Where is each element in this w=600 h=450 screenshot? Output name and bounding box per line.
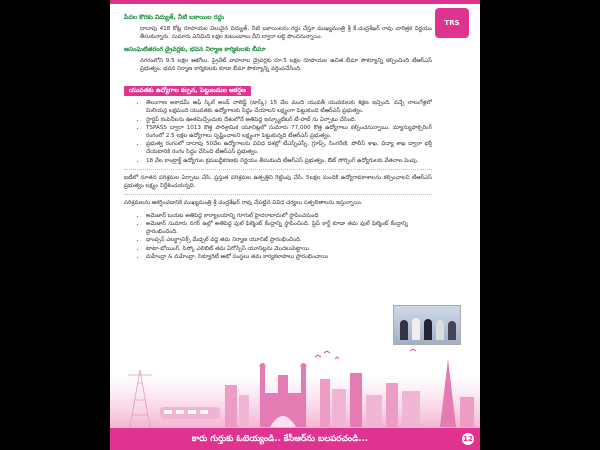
list-item: • TSPASS ద్వారా 1013 కొత్త పారిశ్రామిక యూనిట్లలో సుమారు 77,000 కొత్త ఉద్యోగాలు కల్పించనున్నాయి. మ్యాన్యుఫాక్చరింగ్ రంగంలో 2.5 లక్షల ఉద్యోగాలు సృష్టించాలని లక్ష్యంగా పెట్టుకున్నది టీఆర్ఎస్ ప్రభుత్వం. (146, 124, 432, 140)
hyderabad-skyline-illustration (110, 345, 480, 430)
page-number: 12 (463, 435, 473, 443)
list-item: • తెలంగాణ అకాడమీ ఆఫ్ స్కిల్ అండ్ నాలెడ్జ్ (టాస్క్) 15 వేల మంది యువతీ యువకులకు శిక్షణ ఇచ్చింది. వచ్చే నాలుగేళ్లలో మిలియన్ల లక్షమంది యువతకు ఉద్యోగాలకు సిద్ధం చేయాలని లక్ష్యంగా పెట్టుకుంది టీఆర్ఎస్ ప్రభుత్వం. (146, 99, 432, 115)
event-photo (393, 305, 461, 345)
it-paragraph: ఐటీలో నూతన పరిశ్రమల ఏర్పాటు చేసి, ప్రస్తుత పరిశ్రమల ఉత్పత్తిని రెట్టింపు చేసి, 5లక్షల మందికి ఉద్యోగావకాశాలను కల్పించాలని టీఆర్ఎస్ ప్రభుత్వం లక్ష్యం నిర్దేశించుకున్నది. (124, 174, 432, 190)
list-item: • 18 వేల కాంట్రాక్ట్ ఉద్యోగుల క్రమబద్ధీకరణకు నిర్ణయం తీసుకుంది టీఆర్ఎస్ ప్రభుత్వం. ఔట్ సోర్సింగ్ ఉద్యోగులకు వేతనాల పెంపు. (146, 157, 432, 165)
industry-bullet-list (124, 212, 408, 261)
section-body-power-water: దాదాపు 418 కోట్ల రూపాయల విలువైన విద్యుత్, నీటి బకాయిలను రద్దు చేస్తూ ముఖ్యమంత్రి శ్రీ కే.చంద్రశేఖర్ రావు చారిత్రక నిర్ణయం తీసుకున్నారు. సుమారు ఎనిమిది లక్షల కుటుంబాలు దీని ద్వారా లబ్ది పొందనున్నాయి. (140, 26, 432, 41)
newsletter-page (110, 0, 480, 450)
industry-paragraph: పరిశ్రమలను ఆకర్షించడానికి ముఖ్యమంత్రి శ్రీ చంద్రశేఖర్ రావు చేపట్టిన వివిధ చర్యలు సత్ఫలితాలను ఇస్తున్నాయి. (124, 200, 363, 207)
divider (124, 194, 432, 195)
top-accent-bar (110, 0, 480, 4)
list-item: • ప్రభుత్వ రంగంలో దాదాపు 50వేల ఉద్యోగాలను వివిధ దశల్లో టీఎస్పీఎస్సీ, గ్రూప్స్, సింగరేణి, పోలీస్ శాఖ, విద్యా శాఖ ద్వారా భర్తీ చేయటానికి రంగం సిద్ధం చేసింది టీఆర్ఎస్ ప్రభుత్వం. (146, 140, 432, 156)
section-heading-insurance: అసంఘటితరంగ డ్రైవర్లకు, భవన నిర్మాణ కార్మికులకు బీమా (124, 45, 266, 53)
section-heading-jobs: యువతకు ఉద్యోగాల కల్పన, పెట్టుబడుల ఆకర్షణ (124, 86, 251, 96)
section-heading-power-water: పేదల కొరకు విద్యుత్, నీటి బకాయిల రద్దు (124, 14, 224, 21)
list-item: • స్టార్టప్ కంపెనీలను ఊతమిచ్చేందుకు దేశంలోనే అతిపెద్ద ఇన్క్యూబేటర్ టీ-హబ్ ను ఏర్పాటు చేసింది. (146, 116, 432, 124)
jobs-bullet-list (124, 99, 432, 165)
section-body-insurance: నగరంలోని 9.5 లక్షల ఆటోలు, ప్రైవేట్ వాహనాల డ్రైవర్లకు రూ.5 లక్షల రూపాయల ఉచిత బీమా సౌకర్యాన్ని కల్పించింది టీఆర్ఎస్ ప్రభుత్వం. భవన నిర్మాణ కార్మికులకు కూడా బీమా సౌకర్యాన్ని వర్తింపచేసింది. (140, 57, 432, 72)
footer-slogan: కారు గుర్తుకు ఓటెయ్యండి.. కేసీఆర్‌ను బలపరచండి... (191, 434, 369, 444)
page-content (124, 12, 432, 265)
party-logo: TRS (435, 8, 469, 38)
list-item: • టాటా-బోయింగ్, సిస్కో ఎలిబిట్ తమ ఏరోస్పేస్ యూనిట్లను మొదలుపెట్టాయి (146, 245, 408, 253)
list-item: • మహీంద్రా & మహీంద్రా, సెక్యూరిటీ ఆటో సంస్థలు తమ కార్యకలాపాలు ప్రారంభించాయి (146, 253, 408, 261)
list-item: • అమెజాన్ సుమారు నగర్ ఉల్లో అతిపెద్ద ఫుల్ ఫిల్మెంట్ కేంద్రాన్ని స్థాపించింది. ఫ్లిప్ కార్ట్ కూడా తమ ఫుల్ ఫిల్మెంట్ కేంద్రాన్ని ప్రారంభించింది. (146, 220, 408, 236)
footer-banner (110, 428, 480, 450)
list-item: • థాంప్సన్ ఎలక్ట్రానిక్స్ మేడ్చల్ వద్ద తమ నిర్మాణ యూనిట్ ప్రారంభించింది. (146, 236, 408, 244)
list-item: • అమెజాన్ బయట అతిపెద్ద కార్యాలయాన్ని గూగుల్ హైదరాబాదులో స్థాపించనుంది (146, 212, 408, 220)
divider (124, 169, 432, 170)
